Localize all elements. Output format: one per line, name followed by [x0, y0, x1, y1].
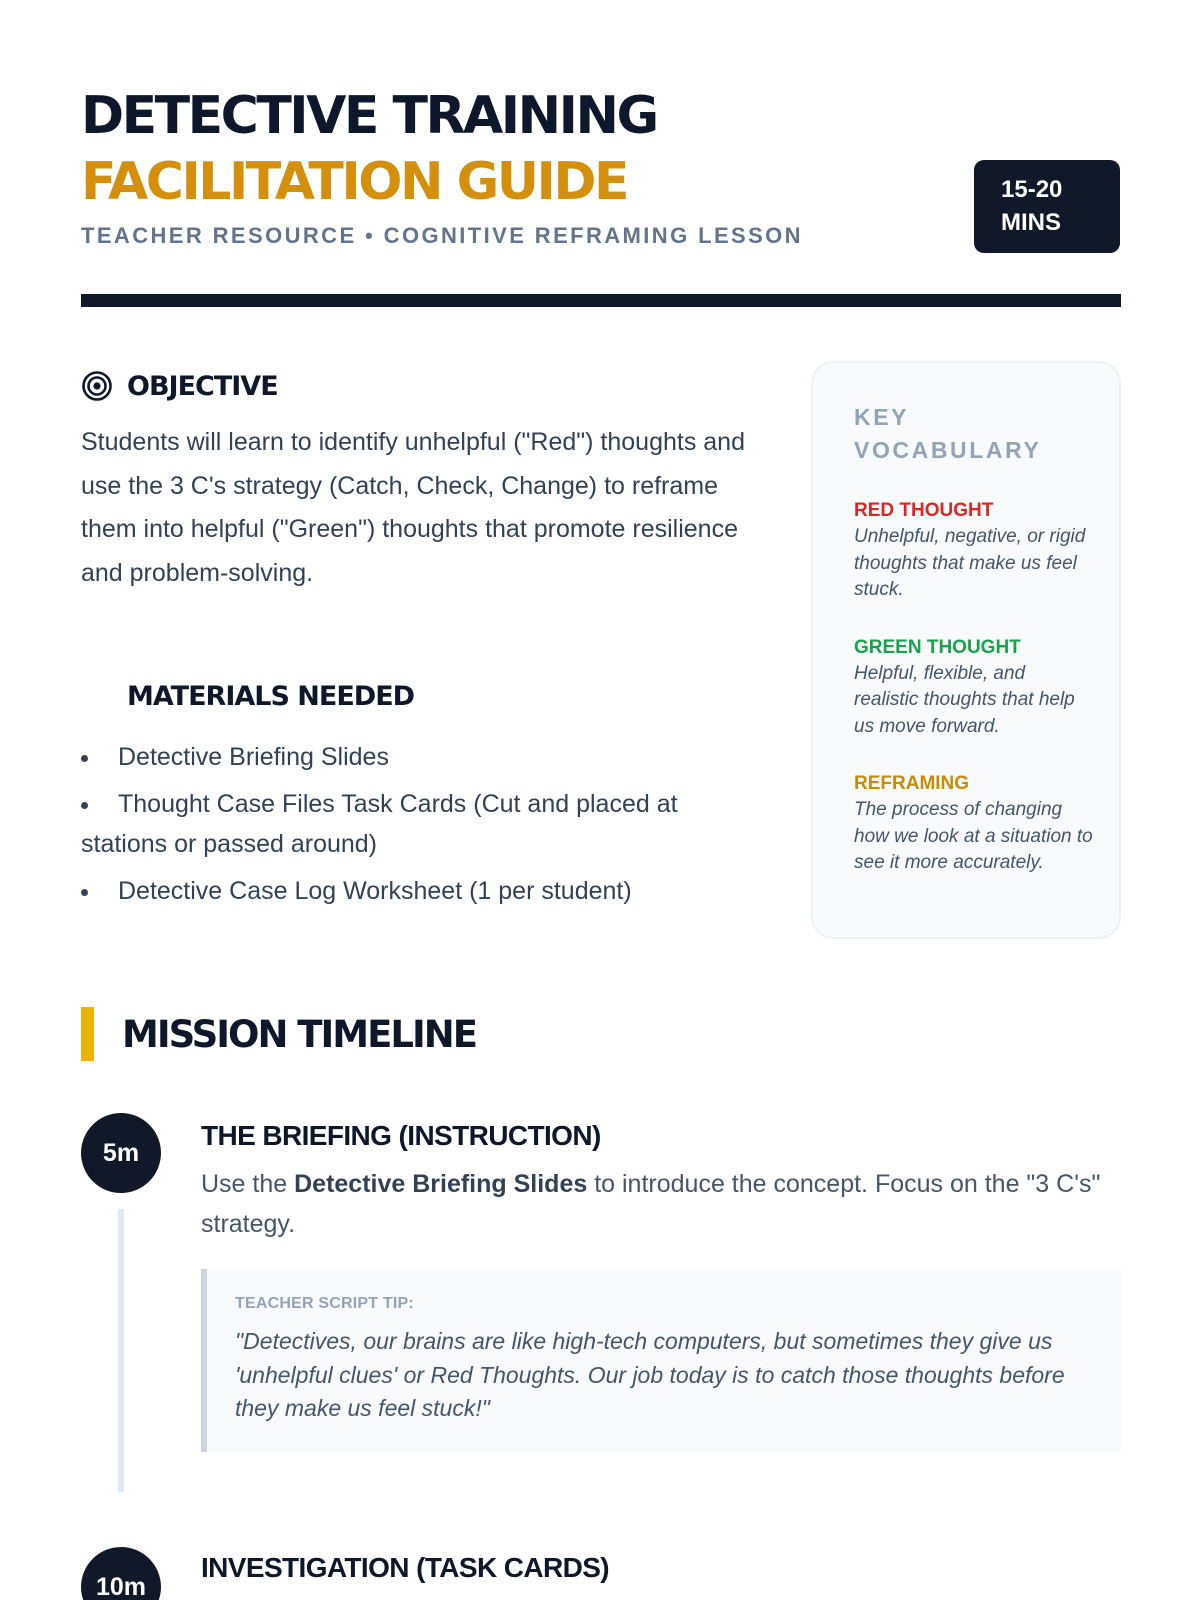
materials-item-text: Detective Case Log Worksheet (1 per student): [118, 877, 632, 905]
page-subtitle: TEACHER RESOURCE • COGNITIVE REFRAMING LESSON: [81, 223, 803, 248]
materials-item: [81, 737, 771, 777]
step-description: [201, 1164, 1121, 1244]
duration-badge-value: 15-20: [1001, 176, 1063, 203]
vocab-term: RED THOUGHT: [854, 500, 994, 521]
mission-timeline-heading-row: [81, 1007, 476, 1061]
key-vocabulary-card: [811, 361, 1121, 939]
vocab-item-reframing: [854, 771, 1119, 877]
mission-timeline-heading: MISSION TIMELINE: [122, 1012, 476, 1056]
teacher-script-tip: [201, 1269, 1121, 1452]
materials-item: [81, 784, 771, 864]
step-duration-badge: 5m: [81, 1113, 161, 1193]
vocab-definition: Unhelpful, negative, or rigid thoughts that make us feel stuck.: [854, 526, 1086, 600]
step-description-highlight: Detective Briefing Slides: [294, 1170, 588, 1198]
step-title: THE BRIEFING (INSTRUCTION): [201, 1120, 601, 1151]
target-icon: [81, 370, 113, 402]
materials-item-text: Thought Case Files Task Cards (Cut and placed at: [118, 790, 678, 818]
materials-list: [81, 737, 771, 918]
timeline-connector: [118, 1209, 124, 1492]
step-title: INVESTIGATION (TASK CARDS): [201, 1552, 610, 1583]
page-title-line-2: FACILITATION GUIDE: [81, 152, 628, 212]
objective-heading: OBJECTIVE: [127, 370, 278, 402]
materials-heading: MATERIALS NEEDED: [127, 681, 415, 712]
vocab-term: GREEN THOUGHT: [854, 636, 1021, 658]
tip-label: TEACHER SCRIPT TIP:: [235, 1295, 414, 1312]
step-duration-badge: 10m: [81, 1547, 161, 1600]
duration-badge: [974, 160, 1120, 253]
tip-text: "Detectives, our brains are like high-tech computers, but sometimes they give us 'unhelpful clues' or Red Thoughts. Our job today is to catch those thoughts before they make us feel stuck!": [235, 1328, 1065, 1421]
step-description-text: to introduce the concept. Focus on the "3 C's" strategy.: [201, 1170, 1101, 1238]
header-divider: [81, 294, 1121, 307]
duration-badge-unit: MINS: [1001, 209, 1061, 236]
vocab-term: REFRAMING: [854, 773, 970, 794]
materials-item: [81, 871, 771, 911]
objective-heading-row: [81, 366, 278, 406]
materials-item-text-continued: stations or passed around): [81, 830, 378, 858]
objective-text: Students will learn to identify unhelpful ("Red") thoughts and use the 3 C's strategy (Catch, Check, Change) to reframe them into helpful ("Green") thoughts that promote resilience and problem-solving.: [81, 428, 745, 587]
vocab-item-red-thought: [854, 498, 1119, 604]
section-accent-bar: [81, 1007, 94, 1061]
vocab-item-green-thought: [854, 635, 1119, 741]
key-vocabulary-title: KEY VOCABULARY: [854, 404, 1042, 463]
materials-item-text: Detective Briefing Slides: [118, 743, 389, 771]
page-title-line-1: DETECTIVE TRAINING: [81, 86, 657, 146]
vocab-definition: The process of changing how we look at a situation to see it more accurately.: [854, 799, 1093, 873]
step-description-text: Use the: [201, 1170, 295, 1198]
facilitation-guide-page: [81, 0, 1121, 1600]
vocab-definition: Helpful, flexible, and realistic thoughts that help us move forward.: [854, 662, 1075, 737]
